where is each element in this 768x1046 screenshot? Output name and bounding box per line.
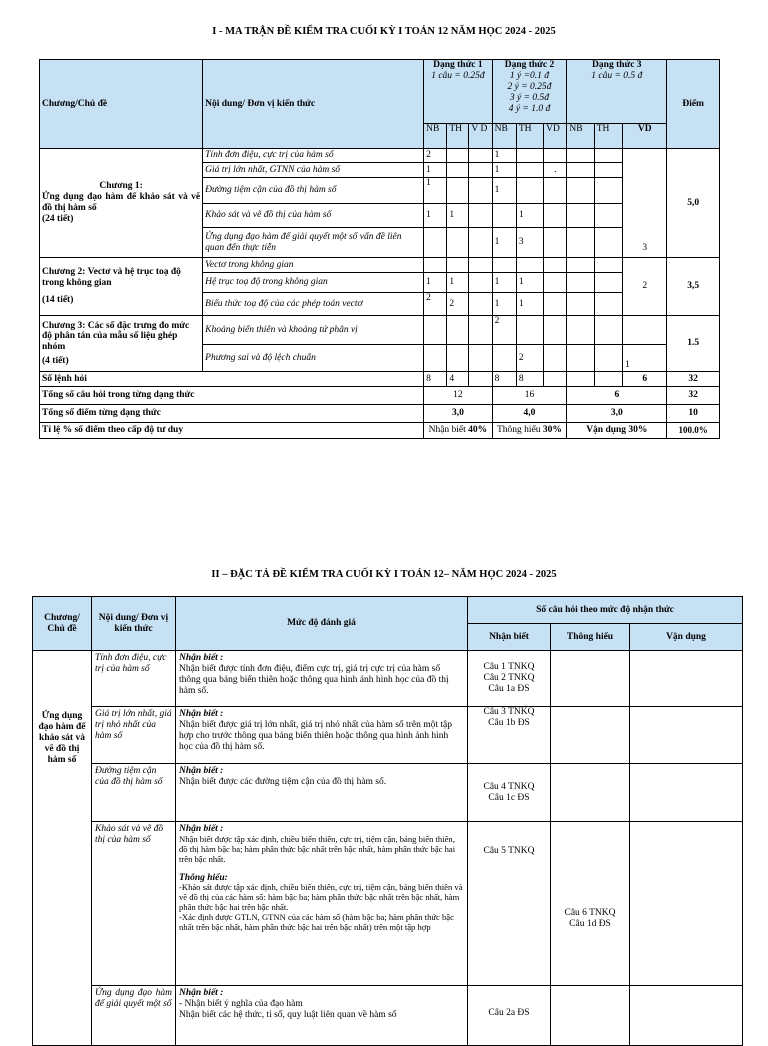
header-th1: TH bbox=[447, 124, 469, 149]
form1-sub: 1 câu = 0.25đ bbox=[431, 70, 485, 81]
cell-nb1: 2 bbox=[424, 293, 447, 316]
question-ref: Câu 6 TNKQ bbox=[564, 908, 616, 918]
spec-vd bbox=[630, 764, 743, 822]
points-form3: 3,0 bbox=[567, 405, 667, 423]
total-th1: 4 bbox=[447, 372, 469, 387]
question-ref: Câu 2 TNKQ bbox=[483, 673, 535, 684]
question-ref: Câu 3 TNKQ bbox=[483, 707, 535, 717]
header-chapter: Chương/Chủ đề bbox=[40, 60, 203, 149]
spec-topic: Ứng dụng đạo hàm để giải quyết một số bbox=[92, 986, 176, 1046]
chapter1-line3: (24 tiết) bbox=[42, 213, 74, 224]
total-count-score: 32 bbox=[667, 372, 720, 387]
chapter2-vd3: 2 bbox=[623, 258, 667, 316]
chapter2-score: 3,5 bbox=[667, 258, 720, 316]
header-vd3: VD bbox=[623, 124, 667, 149]
total-th2: 8 bbox=[516, 372, 543, 387]
chapter3-line1: Chương 3: Các số đặc trưng đo mức độ phân tán của mẫu số liệu ghép nhóm bbox=[42, 320, 190, 352]
ratio-nb-text: Nhận biết bbox=[428, 425, 469, 436]
form2-title: Dạng thức 2 bbox=[504, 60, 555, 70]
content-row: Đường tiệm cận của đồ thị hàm số bbox=[203, 178, 424, 204]
spec-topic: Tính đơn điệu, cực trị của hàm số bbox=[92, 651, 176, 707]
spec-topic: Giá trị lớn nhất, giá trị nhỏ nhất của hàm số bbox=[92, 707, 176, 764]
question-ref: Câu 1d ĐS bbox=[569, 918, 611, 929]
form2-sub-4: 4 ý = 1.0 đ bbox=[508, 103, 551, 114]
question-ref: Câu 1a ĐS bbox=[488, 683, 530, 694]
spec-header-vd: Vận dụng bbox=[630, 624, 743, 651]
spec-desc bbox=[176, 764, 468, 822]
spec-header-chapter: Chương/ Chủ đề bbox=[33, 597, 92, 651]
cell-th2: 1 bbox=[516, 273, 543, 293]
ratio-vd: Vận dụng 30% bbox=[567, 423, 667, 439]
spec-header-nb: Nhận biết bbox=[468, 624, 551, 651]
cell-nb1: 1 bbox=[424, 204, 447, 228]
spec-topic: Đường tiệm cận của đồ thị hàm số bbox=[92, 764, 176, 822]
spec-th bbox=[551, 822, 630, 986]
ratio-label: Tỉ lệ % số điểm theo cấp độ tư duy bbox=[40, 423, 424, 439]
cell-nb2: 1 bbox=[492, 273, 516, 293]
cell-th1: 2 bbox=[447, 293, 469, 316]
cell-nb1: 1 bbox=[424, 178, 447, 204]
spec-nb bbox=[468, 822, 551, 986]
spec-topic: Khảo sát và vẽ đồ thị của hàm số bbox=[92, 822, 176, 986]
spec-title: II – ĐẶC TẢ ĐỀ KIỂM TRA CUỐI KỲ I TOÁN 12– NĂM HỌC 2024 - 2025 bbox=[211, 569, 557, 580]
matrix-title: I - MA TRẬN ĐỀ KIỂM TRA CUỐI KỲ I TOÁN 12 NĂM HỌC 2024 - 2025 bbox=[212, 26, 556, 37]
spec-th bbox=[551, 764, 630, 822]
total-form-label: Tổng số câu hỏi trong từng dạng thức bbox=[40, 387, 424, 405]
chapter2-line2: (14 tiết) bbox=[42, 294, 74, 305]
ratio-nb-pct: 40% bbox=[468, 425, 488, 436]
spec-header-level: Mức độ đánh giá bbox=[176, 597, 468, 651]
exam-matrix-table bbox=[39, 59, 720, 439]
cell-nb2: 2 bbox=[492, 316, 516, 345]
cell-dot: . bbox=[544, 163, 567, 178]
header-nb2: NB bbox=[492, 124, 516, 149]
total-form1: 12 bbox=[424, 387, 492, 405]
spec-desc bbox=[176, 822, 468, 986]
ratio-th-pct: 30% bbox=[542, 425, 562, 436]
cell-nb1: 1 bbox=[424, 163, 447, 178]
total-form2: 16 bbox=[492, 387, 567, 405]
spec-desc-text: Nhận biết được giá trị lớn nhất, giá trị nhỏ nhất của hàm số trên một tập hợp cho trước thông qua bảng biến thiên hoặc thông qua hình ảnh hình học của đồ thị hàm số. bbox=[179, 719, 452, 752]
content-row: Biểu thức toạ độ của các phép toán vectơ bbox=[203, 293, 424, 316]
spec-nb bbox=[468, 707, 551, 764]
spec-desc-text: Nhận biết được tập xác định, chiều biến thiên, cực trị, tiệm cận, bảng biến thiên, đồ thị hàm bậc ba; hàm phân thức bậc nhất trên bậc nhất, hàm phân thức bậc hai trên bậc nhất. bbox=[179, 833, 456, 864]
spec-desc-text2a: -Khảo sát được tập xác định, chiều biến thiên, cực trị, tiệm cận, bảng biến thiên và vẽ đồ thị của các hàm số: hàm bậc ba; hàm phân thức bậc nhất trên bậc nhất, hàm phân thức bậc hai trên bậc nhất. bbox=[179, 882, 463, 913]
content-row: Tính đơn điệu, cực trị của hàm số bbox=[203, 149, 424, 163]
chapter3-name bbox=[40, 316, 203, 372]
spec-vd bbox=[630, 707, 743, 764]
spec-vd bbox=[630, 986, 743, 1046]
spec-th bbox=[551, 651, 630, 707]
chapter2-line1: Chương 2: Vectơ và hệ trục toạ độ trong không gian bbox=[42, 267, 181, 289]
header-form3 bbox=[567, 60, 667, 124]
total-points-label: Tổng số điểm từng dạng thức bbox=[40, 405, 424, 423]
spec-desc bbox=[176, 986, 468, 1046]
spec-desc-text: - Nhận biết ý nghĩa của đạo hàm bbox=[179, 998, 303, 1009]
cell-nb2: 1 bbox=[492, 178, 516, 204]
ratio-th-text: Thông hiểu bbox=[497, 425, 543, 436]
points-form1: 3,0 bbox=[424, 405, 492, 423]
header-form1 bbox=[424, 60, 492, 124]
question-ref: Câu 1b ĐS bbox=[488, 717, 530, 728]
spec-desc bbox=[176, 651, 468, 707]
header-form2 bbox=[492, 60, 567, 124]
spec-th bbox=[551, 707, 630, 764]
form2-sub-3: 3 ý = 0.5đ bbox=[509, 92, 550, 103]
form1-title: Dạng thức 1 bbox=[433, 60, 483, 70]
form3-title: Dạng thức 3 bbox=[592, 60, 642, 70]
header-nb1: NB bbox=[424, 124, 447, 149]
header-vd2: VD bbox=[544, 124, 567, 149]
form2-sub-2: 2 ý = 0.25đ bbox=[507, 81, 552, 92]
cell-vd3: 1 bbox=[623, 345, 667, 372]
content-row: Phương sai và độ lệch chuẩn bbox=[203, 345, 424, 372]
header-nb3: NB bbox=[567, 124, 594, 149]
chapter1-score: 5,0 bbox=[667, 149, 720, 258]
header-vd1: V D bbox=[469, 124, 492, 149]
cell-nb2: 1 bbox=[492, 293, 516, 316]
total-form-score: 32 bbox=[667, 387, 720, 405]
spec-vd bbox=[630, 651, 743, 707]
content-row: Khoảng biến thiên và khoảng tứ phân vị bbox=[203, 316, 424, 345]
header-th3: TH bbox=[594, 124, 622, 149]
question-ref: Câu 1c ĐS bbox=[488, 792, 530, 803]
total-nb2: 8 bbox=[492, 372, 516, 387]
spec-desc-label: Nhận biết : bbox=[179, 766, 224, 776]
spec-header-th: Thông hiểu bbox=[551, 624, 630, 651]
spec-desc-label: Nhận biết : bbox=[179, 824, 224, 834]
content-row: Ứng dụng đạo hàm để giải quyết một số vấn đề liên quan đến thực tiễn bbox=[203, 228, 424, 258]
question-ref: Câu 5 TNKQ bbox=[483, 846, 535, 856]
spec-header-count: Số câu hỏi theo mức độ nhận thức bbox=[468, 597, 743, 624]
spec-desc-text: Nhận biết được các đường tiệm cận của đồ thị hàm số. bbox=[179, 776, 387, 787]
total-vd3: 6 bbox=[623, 372, 667, 387]
cell-nb2: 1 bbox=[492, 228, 516, 258]
question-ref: Câu 2a ĐS bbox=[488, 1008, 530, 1018]
cell-th2: 3 bbox=[516, 228, 543, 258]
spec-desc-label: Nhận biết : bbox=[179, 709, 224, 719]
spec-desc-label2: Thông hiểu: bbox=[179, 872, 228, 883]
spec-th bbox=[551, 986, 630, 1046]
ratio-th bbox=[492, 423, 567, 439]
chapter1-name bbox=[40, 149, 203, 258]
spec-nb bbox=[468, 986, 551, 1046]
spec-desc-text: Nhận biết được tính đơn điệu, điểm cực trị, giá trị cực trị của hàm số thông qua bảng biến thiên hoặc thông qua hình ảnh hình học của đồ thị hàm số. bbox=[179, 663, 449, 696]
cell-th2: 1 bbox=[516, 204, 543, 228]
spec-nb bbox=[468, 764, 551, 822]
points-form2: 4,0 bbox=[492, 405, 567, 423]
spec-desc-text-extra: Nhận biết các hệ thức, tỉ số, quy luật liên quan về hàm số bbox=[179, 1009, 397, 1020]
exam-spec-table bbox=[32, 596, 743, 1046]
cell-th1: 1 bbox=[447, 204, 469, 228]
cell-th1: 1 bbox=[447, 273, 469, 293]
form2-sub-1: 1 ý =0.1 đ bbox=[509, 70, 550, 81]
content-row: Giá trị lớn nhất, GTNN của hàm số bbox=[203, 163, 424, 178]
chapter1-line2: Ứng dụng đạo hàm để khảo sát và vẽ đồ thị hàm số bbox=[42, 192, 201, 213]
points-total: 10 bbox=[667, 405, 720, 423]
ratio-total: 100.0% bbox=[667, 423, 720, 439]
header-th2: TH bbox=[516, 124, 543, 149]
cell-nb2: 1 bbox=[492, 149, 516, 163]
header-content: Nội dung/ Đơn vị kiến thức bbox=[203, 60, 424, 149]
cell-nb2: 1 bbox=[492, 163, 516, 178]
cell-nb1: 1 bbox=[424, 273, 447, 293]
question-ref: Câu 1 TNKQ bbox=[483, 662, 535, 673]
spec-vd bbox=[630, 822, 743, 986]
cell-th2: 2 bbox=[516, 345, 543, 372]
total-nb1: 8 bbox=[424, 372, 447, 387]
cell-nb1: 2 bbox=[424, 149, 447, 163]
chapter1-line1: Chương 1: bbox=[99, 181, 143, 192]
spec-desc bbox=[176, 707, 468, 764]
content-row: Khảo sát và vẽ đồ thị của hàm số bbox=[203, 204, 424, 228]
spec-desc-label: Nhận biết : bbox=[179, 988, 224, 998]
ratio-nb bbox=[424, 423, 492, 439]
cell-th2: 1 bbox=[516, 293, 543, 316]
chapter3-line2: (4 tiết) bbox=[42, 355, 69, 366]
header-score: Điểm bbox=[667, 60, 720, 149]
spec-header-content: Nội dung/ Đơn vị kiến thức bbox=[92, 597, 176, 651]
question-ref: Câu 4 TNKQ bbox=[483, 781, 535, 792]
total-form3: 6 bbox=[567, 387, 667, 405]
total-count-label: Số lệnh hỏi bbox=[40, 372, 424, 387]
spec-chapter: Ứng dụng đạo hàm để khảo sát và vẽ đồ thị hàm số bbox=[33, 651, 92, 1046]
cell-vd3: 3 bbox=[623, 149, 667, 258]
form3-sub: 1 câu = 0.5 đ bbox=[591, 70, 643, 81]
spec-desc-text2b: -Xác định được GTLN, GTNN của các hàm số (hàm bậc ba; hàm phân thức bậc nhất trên bậc nhất, hàm phân thức bậc hai trên bậc nhất) trên một tập hợp bbox=[179, 912, 454, 932]
content-row: Vectơ trong không gian bbox=[203, 258, 424, 273]
chapter2-name bbox=[40, 258, 203, 316]
chapter3-score: 1.5 bbox=[667, 316, 720, 372]
content-row: Hệ trục toạ độ trong không gian bbox=[203, 273, 424, 293]
spec-desc-label: Nhận biết : bbox=[179, 653, 224, 663]
spec-nb bbox=[468, 651, 551, 707]
